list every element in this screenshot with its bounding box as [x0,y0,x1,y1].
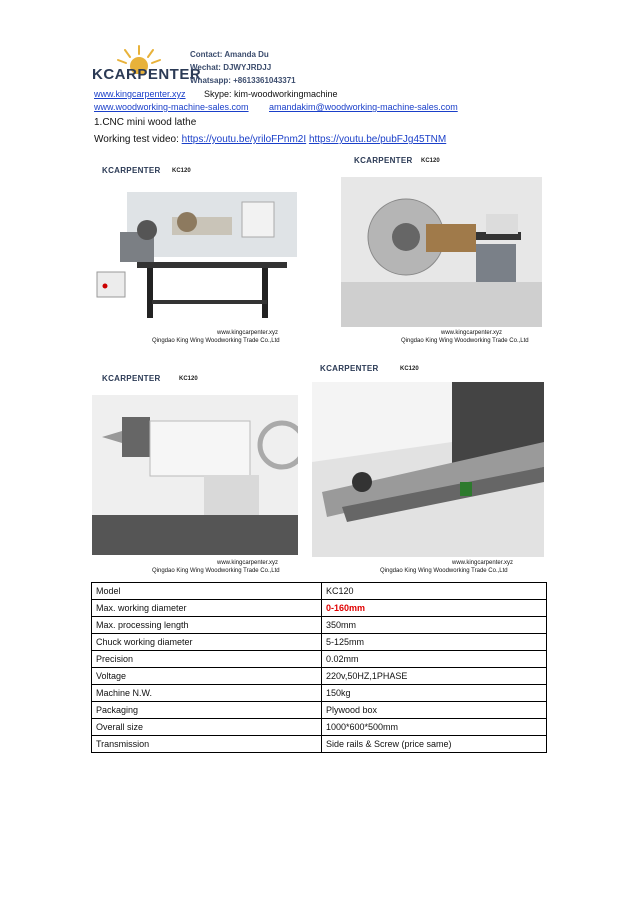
skype-id: Skype: kim-woodworkingmachine [204,89,338,99]
photo-company: Qingdao King Wing Woodworking Trade Co.,Ltd [380,568,508,574]
spec-value: 220v,50HZ,1PHASE [322,668,547,685]
spec-value: Side rails & Screw (price same) [322,736,547,753]
spec-value: 0-160mm [322,600,547,617]
photo-site: www.kingcarpenter.xyz [217,560,279,566]
table-row [92,736,547,753]
rails-screw-icon [312,382,544,557]
spec-key: Precision [92,651,322,668]
photo-company: Qingdao King Wing Woodworking Trade Co.,Ltd [401,338,529,344]
video-link-2[interactable]: https://youtu.be/pubFJg45TNM [308,134,447,145]
website2-link[interactable]: www.woodworking-machine-sales.com [94,102,249,112]
table-row [92,583,547,600]
spec-value: 0.02mm [322,651,547,668]
contact-wechat: Wechat: DJWYJRDJJ [190,63,272,72]
video-line [94,134,446,145]
photo-site: www.kingcarpenter.xyz [452,560,514,566]
spec-value: KC120 [322,583,547,600]
spec-key: Machine N.W. [92,685,322,702]
spec-key: Voltage [92,668,322,685]
photo-brand: KCARPENTER [102,166,161,175]
spec-table [91,582,547,753]
spec-key: Transmission [92,736,322,753]
photo-brand: KCARPENTER [354,156,413,165]
spec-key: Packaging [92,702,322,719]
table-row [92,702,547,719]
photo-model: KC120 [421,158,440,164]
photo-model: KC120 [172,168,191,174]
table-row [92,651,547,668]
tailstock-icon [92,395,298,555]
spec-key: Max. working diameter [92,600,322,617]
website-link[interactable]: www.kingcarpenter.xyz [94,89,186,99]
photo-company: Qingdao King Wing Woodworking Trade Co.,Ltd [152,338,280,344]
spec-key: Overall size [92,719,322,736]
spec-value: 350mm [322,617,547,634]
photo-chuck-closeup [316,152,542,347]
photo-brand: KCARPENTER [320,364,379,373]
spec-value: Plywood box [322,702,547,719]
table-row [92,600,547,617]
photo-model: KC120 [179,376,198,382]
contact-info [190,48,296,87]
spec-value: 5-125mm [322,634,547,651]
spec-key: Model [92,583,322,600]
contact-whatsapp: Whatsapp: +8613361043371 [190,76,296,85]
section-heading: 1.CNC mini wood lathe [94,117,197,128]
photo-tailstock [92,360,298,578]
website-line [94,89,338,99]
chuck-closeup-icon [316,152,542,347]
table-row [92,719,547,736]
table-row [92,634,547,651]
table-row [92,685,547,702]
logo-text: KCARPENTER [92,66,202,83]
spec-key: Max. processing length [92,617,322,634]
email-link[interactable]: amandakim@woodworking-machine-sales.com [269,102,458,112]
email-line [94,102,458,112]
photo-site: www.kingcarpenter.xyz [441,330,503,336]
video-label: Working test video: [94,134,179,145]
photo-company: Qingdao King Wing Woodworking Trade Co.,Ltd [152,568,280,574]
photo-model: KC120 [400,366,419,372]
spec-key: Chuck working diameter [92,634,322,651]
spec-value: 150kg [322,685,547,702]
photo-site: www.kingcarpenter.xyz [217,330,279,336]
photo-brand: KCARPENTER [102,374,161,383]
photo-lathe-front [92,152,298,347]
kcarpenter-logo [92,44,202,88]
video-link-1[interactable]: https://youtu.be/yriloFPnm2I [181,134,307,145]
photo-rails-screw [312,360,544,578]
table-row [92,668,547,685]
spec-value: 1000*600*500mm [322,719,547,736]
table-row [92,617,547,634]
lathe-machine-icon [92,182,298,322]
contact-name: Contact: Amanda Du [190,50,269,59]
